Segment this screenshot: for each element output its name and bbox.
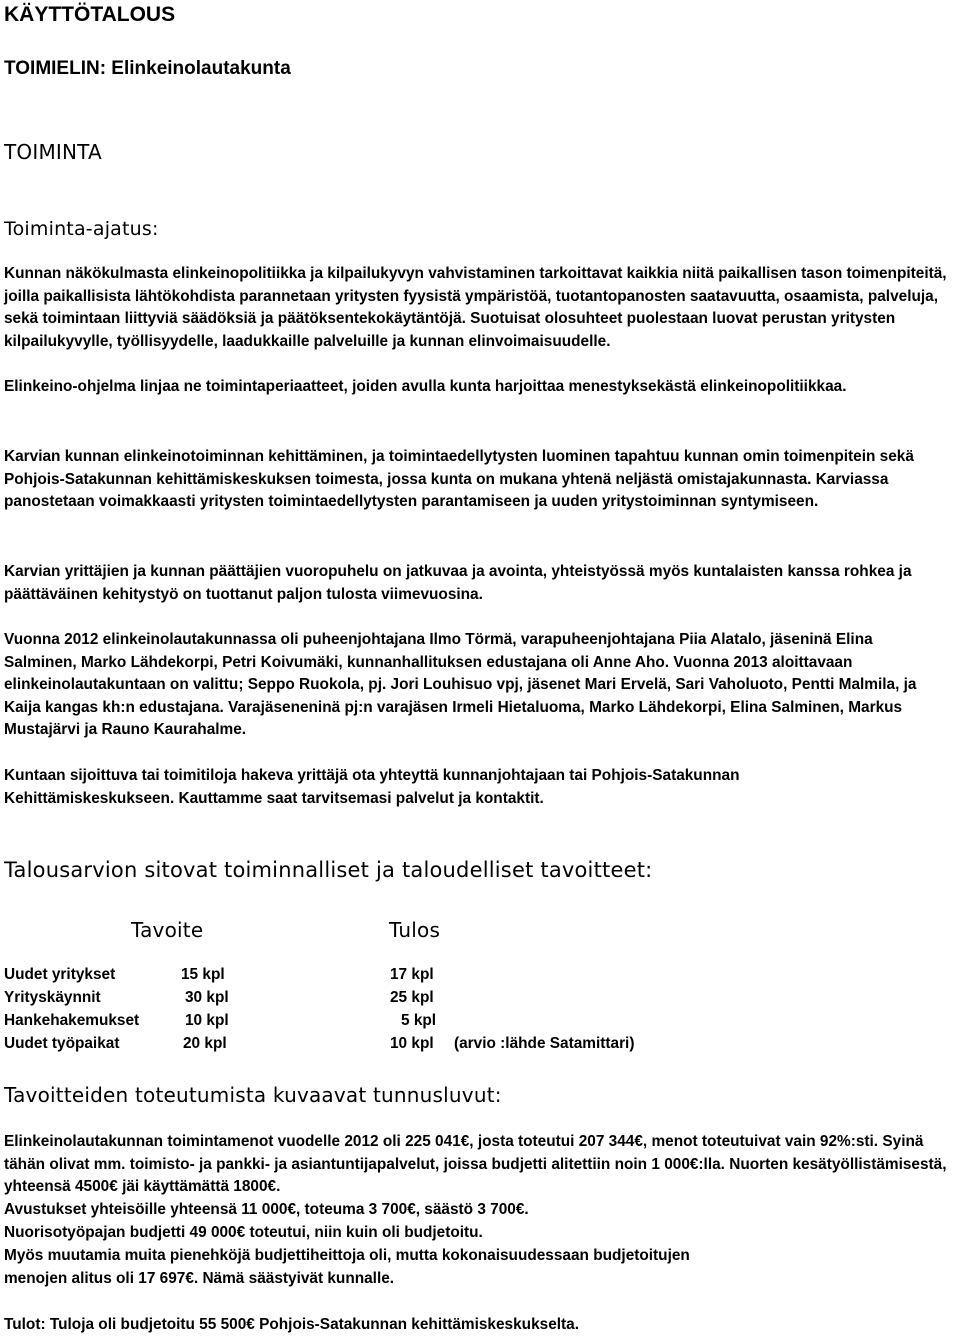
column-header-tulos: Tulos — [389, 918, 441, 942]
row-note: (arvio :lähde Satamittari) — [454, 1035, 635, 1052]
section-heading-tavoitteet: Talousarvion sitovat toiminnalliset ja taloudelliset tavoitteet: — [4, 858, 653, 882]
indicator-toimintamenot: Elinkeinolautakunnan toimintamenot vuodelle 2012 oli 225 041€, josta toteutui 207 344€, menot toteutuivat vain 92%:sti. Syinä tähän olivat mm. toimisto- ja pankki- ja asiantuntijapalvelut, joissa budjetti alitettiin noin 1 000€:lla. Nuorten kesätyöllistämisestä, yhteensä 4500€ jäi käyttämättä 1800€. — [4, 1133, 947, 1196]
section-heading-toiminta: TOIMINTA — [4, 140, 102, 164]
row-tulos: 10 kpl — [390, 1035, 434, 1052]
column-header-tavoite: Tavoite — [131, 918, 204, 942]
indicator-nuorisotyopaja: Nuorisotyöpajan budjetti 49 000€ toteutui, niin kuin oli budjetoitu. — [4, 1224, 483, 1241]
table-row — [4, 966, 904, 988]
row-tavoite: 20 kpl — [183, 1035, 227, 1052]
row-tavoite: 15 kpl — [181, 966, 225, 983]
table-row — [4, 1012, 904, 1034]
section-heading-tunnusluvut: Tavoitteiden toteutumista kuvaavat tunnusluvut: — [4, 1083, 502, 1107]
row-tulos: 25 kpl — [390, 989, 434, 1006]
indicator-budjettiheitot: Myös muutamia muita pienehköjä budjettiheittoja oli, mutta kokonaisuudessaan budjetoitujen menojen alitus oli 17 697€. Nämä säästyivät kunnalle. — [4, 1247, 690, 1287]
row-label: Uudet yritykset — [4, 966, 116, 983]
indicator-tulot: Tulot: Tuloja oli budjetoitu 55 500€ Pohjois-Satakunnan kehittämiskeskukselta. — [4, 1316, 579, 1333]
paragraph-yhteystiedot: Kuntaan sijoittuva tai toimitiloja hakeva yrittäjä ota yhteyttä kunnanjohtajaan tai Pohjois-Satakunnan Kehittämiskeskukseen. Kauttamme saat tarvitsemasi palvelut ja kontaktit. — [4, 767, 740, 807]
table-row — [4, 989, 904, 1011]
row-label: Uudet työpaikat — [4, 1035, 120, 1052]
table-row — [4, 1035, 904, 1057]
document-title: KÄYTTÖTALOUS — [4, 3, 176, 26]
paragraph-kehittaminen: Karvian kunnan elinkeinotoiminnan kehittäminen, ja toimintaedellytysten luominen tapahtuu kunnan omin toimenpitein sekä Pohjois-Satakunnan kehittämiskeskuksen toimesta, jossa kunta on mukana yhtenä neljästä omistajakunnasta. Karviassa panostetaan voimakkaasti yritysten toimintaedellytysten parantamiseen ja uuden yritystoiminnan syntymiseen. — [4, 448, 914, 511]
paragraph-vuoropuhelu: Karvian yrittäjien ja kunnan päättäjien vuoropuhelu on jatkuvaa ja avointa, yhteistyössä myös kuntalaisten kanssa rohkea ja päättäväinen kehitystyö on tuottanut paljon tulosta viimevuosina. — [4, 563, 912, 603]
row-tavoite: 30 kpl — [185, 989, 229, 1006]
row-tulos: 17 kpl — [390, 966, 434, 983]
row-tavoite: 10 kpl — [185, 1012, 229, 1029]
row-tulos: 5 kpl — [401, 1012, 437, 1029]
toimielin-heading: TOIMIELIN: Elinkeinolautakunta — [4, 58, 291, 79]
paragraph-elinkeino-ohjelma: Elinkeino-ohjelma linjaa ne toimintaperiaatteet, joiden avulla kunta harjoittaa menestyksekästä elinkeinopolitiikkaa. — [4, 378, 847, 395]
row-label: Hankehakemukset — [4, 1012, 140, 1029]
section-heading-toiminta-ajatus: Toiminta-ajatus: — [4, 218, 159, 240]
row-label: Yrityskäynnit — [4, 989, 101, 1006]
paragraph-elinkeinopolitiikka: Kunnan näkökulmasta elinkeinopolitiikka ja kilpailukyvyn vahvistaminen tarkoittavat kaikkia niitä paikallisen tason toimenpiteitä, joilla paikallisista lähtökohdista parannetaan yritysten fyysistä ympäristöä, tuotantopanosten saatavuutta, osaamista, palveluja, sekä toimintaan liittyviä säädöksiä ja päätöksentekokäytäntöjä. Suotuisat olosuhteet puolestaan luovat perustan yritysten kilpailukyvylle, työllisyydelle, laadukkaille palveluille ja kunnan elinvoimaisuudelle. — [4, 265, 947, 350]
indicator-avustukset: Avustukset yhteisöille yhteensä 11 000€, toteuma 3 700€, säästö 3 700€. — [4, 1201, 529, 1218]
paragraph-lautakunta: Vuonna 2012 elinkeinolautakunnassa oli puheenjohtajana Ilmo Törmä, varapuheenjohtajana Piia Alatalo, jäseninä Elina Salminen, Marko Lähdekorpi, Petri Koivumäki, kunnanhallituksen edustajana oli Anne Aho. Vuonna 2013 aloittavaan elinkeinolautakuntaan on valittu; Seppo Ruokola, pj. Jori Louhisuo vpj, jäsenet Mari Ervelä, Sari Vaholuoto, Pentti Malmila, ja Kaija kangas kh:n edustajana. Varajäseneninä pj:n varajäsen Irmeli Hietaluoma, Marko Lähdekorpi, Elina Salminen, Markus Mustajärvi ja Rauno Kaurahalme. — [4, 631, 917, 739]
